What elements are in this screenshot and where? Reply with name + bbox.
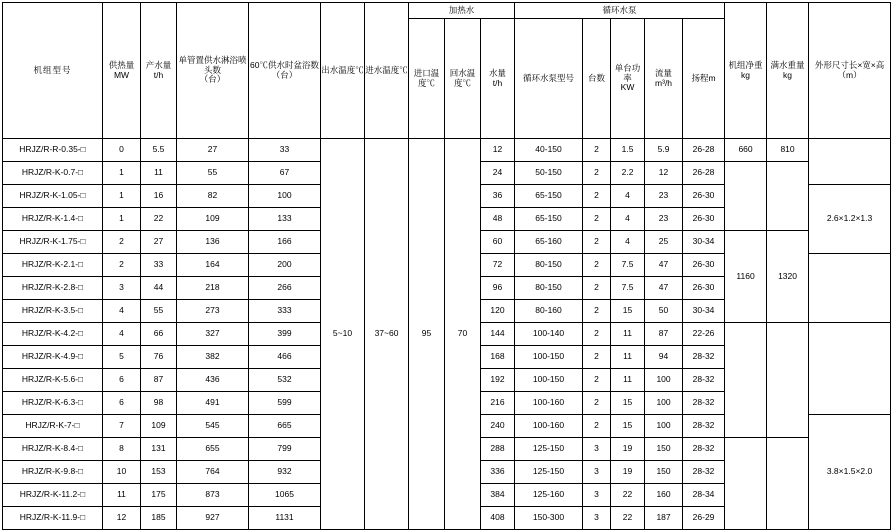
water-output-unit: t/h xyxy=(153,69,164,80)
cell-bath-heads: 545 xyxy=(177,415,249,438)
cell-bath-60c: 33 xyxy=(249,139,321,162)
cell-model: HRJZ/R-K-2.8-□ xyxy=(3,277,103,300)
cell-pump-flow: 100 xyxy=(645,415,683,438)
cell-pump-model: 50-150 xyxy=(515,162,583,185)
cell-heat-supply: 10 xyxy=(103,461,141,484)
cell-water-output: 27 xyxy=(141,231,177,254)
cell-model: HRJZ/R-K-1.05-□ xyxy=(3,185,103,208)
cell-heat-supply: 6 xyxy=(103,392,141,415)
cell-water-output: 55 xyxy=(141,300,177,323)
cell-pump-power: 15 xyxy=(611,392,645,415)
cell-full-weight xyxy=(767,323,809,438)
cell-pump-model: 80-150 xyxy=(515,254,583,277)
cell-heat-supply: 2 xyxy=(103,231,141,254)
cell-model: HRJZ/R-K-1.4-□ xyxy=(3,208,103,231)
cell-water-output: 33 xyxy=(141,254,177,277)
cell-bath-60c: 133 xyxy=(249,208,321,231)
cell-bath-60c: 399 xyxy=(249,323,321,346)
cell-pump-model: 40-150 xyxy=(515,139,583,162)
cell-pump-flow: 25 xyxy=(645,231,683,254)
col-header-hw-return-temp: 回水温度℃ xyxy=(445,19,481,139)
cell-pump-flow: 160 xyxy=(645,484,683,507)
cell-hw-return-temp: 70 xyxy=(445,139,481,530)
group-header-heating-water: 加热水 xyxy=(409,3,515,19)
cell-pump-flow: 87 xyxy=(645,323,683,346)
cell-pump-power: 11 xyxy=(611,369,645,392)
net-weight-text: 机组净重 xyxy=(728,59,763,70)
cell-bath-60c: 166 xyxy=(249,231,321,254)
col-header-heat-supply xyxy=(103,3,141,139)
cell-hw-flow: 60 xyxy=(481,231,515,254)
cell-pump-flow: 5.9 xyxy=(645,139,683,162)
cell-pump-power: 11 xyxy=(611,346,645,369)
pump-flow-unit: m³/h xyxy=(655,77,673,88)
cell-pump-count: 2 xyxy=(583,208,611,231)
cell-model: HRJZ/R-K-3.5-□ xyxy=(3,300,103,323)
cell-model: HRJZ/R-K-11.2-□ xyxy=(3,484,103,507)
cell-model: HRJZ/R-K-1.75-□ xyxy=(3,231,103,254)
cell-hw-flow: 168 xyxy=(481,346,515,369)
cell-pump-model: 125-150 xyxy=(515,438,583,461)
cell-heat-supply: 0 xyxy=(103,139,141,162)
col-header-water-output xyxy=(141,3,177,139)
single-bath-heads-text: 单管置供水淋浴喷头数 xyxy=(178,54,247,75)
cell-bath-heads: 273 xyxy=(177,300,249,323)
cell-heat-supply: 1 xyxy=(103,208,141,231)
bath-60c-unit: （台） xyxy=(271,69,298,80)
cell-pump-model: 80-150 xyxy=(515,277,583,300)
cell-bath-heads: 136 xyxy=(177,231,249,254)
cell-net-weight xyxy=(725,323,767,438)
cell-heat-supply: 2 xyxy=(103,254,141,277)
cell-pump-flow: 100 xyxy=(645,392,683,415)
col-header-single-bath-heads xyxy=(177,3,249,139)
cell-pump-flow: 50 xyxy=(645,300,683,323)
cell-pump-power: 7.5 xyxy=(611,254,645,277)
water-output-label xyxy=(146,61,172,81)
cell-pump-power: 15 xyxy=(611,300,645,323)
cell-pump-count: 2 xyxy=(583,139,611,162)
cell-dimensions xyxy=(809,323,891,415)
cell-pump-head: 26-30 xyxy=(683,277,725,300)
cell-hw-flow: 36 xyxy=(481,185,515,208)
pump-flow-text: 流量 xyxy=(655,67,673,78)
single-bath-heads-unit: （台） xyxy=(199,74,226,85)
cell-pump-head: 28-32 xyxy=(683,346,725,369)
col-header-net-weight xyxy=(725,3,767,139)
cell-water-output: 22 xyxy=(141,208,177,231)
cell-hw-flow: 72 xyxy=(481,254,515,277)
cell-water-output: 5.5 xyxy=(141,139,177,162)
cell-pump-count: 2 xyxy=(583,277,611,300)
cell-water-output: 98 xyxy=(141,392,177,415)
cell-hw-flow: 216 xyxy=(481,392,515,415)
cell-outlet-temp: 5~10 xyxy=(321,139,365,530)
col-header-dimensions: 外形尺寸长×宽×高（m） xyxy=(809,3,891,139)
table-row xyxy=(3,139,891,162)
col-header-hw-inlet-temp: 进口温度℃ xyxy=(409,19,445,139)
cell-pump-head: 30-34 xyxy=(683,300,725,323)
cell-pump-power: 11 xyxy=(611,323,645,346)
cell-pump-count: 2 xyxy=(583,254,611,277)
cell-dimensions: 3.8×1.5×2.0 xyxy=(809,415,891,530)
cell-pump-head: 28-32 xyxy=(683,438,725,461)
cell-pump-head: 26-30 xyxy=(683,208,725,231)
spec-sheet xyxy=(0,2,885,523)
cell-pump-flow: 94 xyxy=(645,346,683,369)
cell-dimensions xyxy=(809,254,891,323)
cell-water-output: 87 xyxy=(141,369,177,392)
cell-bath-heads: 873 xyxy=(177,484,249,507)
cell-bath-60c: 932 xyxy=(249,461,321,484)
cell-bath-60c: 1065 xyxy=(249,484,321,507)
bath-60c-text: 60℃供水时盆浴数 xyxy=(250,59,319,70)
cell-pump-head: 28-32 xyxy=(683,369,725,392)
cell-pump-power: 15 xyxy=(611,415,645,438)
col-header-pump-power xyxy=(611,19,645,139)
cell-model: HRJZ/R-K-11.9-□ xyxy=(3,507,103,530)
cell-hw-flow: 408 xyxy=(481,507,515,530)
cell-heat-supply: 1 xyxy=(103,185,141,208)
cell-heat-supply: 4 xyxy=(103,323,141,346)
cell-pump-model: 65-150 xyxy=(515,185,583,208)
cell-hw-flow: 120 xyxy=(481,300,515,323)
cell-hw-flow: 240 xyxy=(481,415,515,438)
cell-bath-60c: 665 xyxy=(249,415,321,438)
cell-net-weight: 660 xyxy=(725,139,767,162)
cell-pump-head: 28-34 xyxy=(683,484,725,507)
cell-pump-count: 2 xyxy=(583,185,611,208)
cell-bath-heads: 655 xyxy=(177,438,249,461)
cell-heat-supply: 7 xyxy=(103,415,141,438)
cell-water-output: 76 xyxy=(141,346,177,369)
cell-water-output: 11 xyxy=(141,162,177,185)
cell-bath-60c: 532 xyxy=(249,369,321,392)
cell-pump-model: 150-300 xyxy=(515,507,583,530)
col-header-bath-60c xyxy=(249,3,321,139)
cell-pump-count: 3 xyxy=(583,507,611,530)
cell-bath-60c: 466 xyxy=(249,346,321,369)
table-body xyxy=(3,139,891,530)
cell-water-output: 16 xyxy=(141,185,177,208)
cell-model: HRJZ/R-R-0.35-□ xyxy=(3,139,103,162)
cell-pump-count: 2 xyxy=(583,415,611,438)
cell-full-weight xyxy=(767,438,809,530)
col-header-model: 机组型号 xyxy=(3,3,103,139)
cell-pump-head: 26-30 xyxy=(683,185,725,208)
cell-water-output: 109 xyxy=(141,415,177,438)
cell-net-weight xyxy=(725,438,767,530)
cell-pump-model: 125-150 xyxy=(515,461,583,484)
cell-pump-count: 2 xyxy=(583,162,611,185)
cell-hw-flow: 48 xyxy=(481,208,515,231)
col-header-full-weight xyxy=(767,3,809,139)
heat-supply-unit: MW xyxy=(113,69,130,80)
cell-hw-flow: 144 xyxy=(481,323,515,346)
cell-pump-head: 28-32 xyxy=(683,415,725,438)
cell-hw-flow: 192 xyxy=(481,369,515,392)
cell-pump-head: 26-28 xyxy=(683,162,725,185)
hw-flow-text: 水量 xyxy=(489,67,507,78)
cell-model: HRJZ/R-K-7-□ xyxy=(3,415,103,438)
cell-pump-head: 28-32 xyxy=(683,461,725,484)
cell-full-weight xyxy=(767,162,809,231)
cell-pump-flow: 100 xyxy=(645,369,683,392)
heat-supply-label xyxy=(109,61,135,81)
cell-bath-heads: 109 xyxy=(177,208,249,231)
cell-pump-power: 7.5 xyxy=(611,277,645,300)
col-header-pump-model: 循环水泵型号 xyxy=(515,19,583,139)
heat-supply-text: 供热量 xyxy=(108,59,135,70)
cell-pump-power: 4 xyxy=(611,185,645,208)
cell-model: HRJZ/R-K-4.9-□ xyxy=(3,346,103,369)
hw-flow-unit: t/h xyxy=(492,77,503,88)
cell-pump-model: 100-150 xyxy=(515,369,583,392)
cell-hw-flow: 288 xyxy=(481,438,515,461)
cell-net-weight: 1160 xyxy=(725,231,767,323)
cell-bath-heads: 327 xyxy=(177,323,249,346)
cell-pump-flow: 23 xyxy=(645,185,683,208)
cell-pump-flow: 12 xyxy=(645,162,683,185)
cell-pump-count: 3 xyxy=(583,461,611,484)
specification-table xyxy=(2,2,891,530)
cell-pump-power: 19 xyxy=(611,461,645,484)
cell-hw-inlet-temp: 95 xyxy=(409,139,445,530)
cell-model: HRJZ/R-K-8.4-□ xyxy=(3,438,103,461)
cell-pump-model: 100-150 xyxy=(515,346,583,369)
cell-bath-60c: 100 xyxy=(249,185,321,208)
cell-full-weight: 810 xyxy=(767,139,809,162)
cell-pump-head: 30-34 xyxy=(683,231,725,254)
cell-pump-power: 19 xyxy=(611,438,645,461)
cell-pump-model: 65-160 xyxy=(515,231,583,254)
cell-pump-count: 2 xyxy=(583,346,611,369)
cell-hw-flow: 384 xyxy=(481,484,515,507)
cell-hw-flow: 96 xyxy=(481,277,515,300)
cell-bath-heads: 82 xyxy=(177,185,249,208)
cell-bath-heads: 436 xyxy=(177,369,249,392)
cell-heat-supply: 4 xyxy=(103,300,141,323)
cell-bath-heads: 55 xyxy=(177,162,249,185)
water-output-text: 产水量 xyxy=(145,59,172,70)
cell-bath-heads: 164 xyxy=(177,254,249,277)
cell-pump-flow: 47 xyxy=(645,277,683,300)
cell-heat-supply: 5 xyxy=(103,346,141,369)
cell-bath-60c: 799 xyxy=(249,438,321,461)
cell-pump-head: 26-29 xyxy=(683,507,725,530)
cell-pump-model: 100-160 xyxy=(515,392,583,415)
cell-pump-model: 125-160 xyxy=(515,484,583,507)
cell-bath-heads: 927 xyxy=(177,507,249,530)
cell-model: HRJZ/R-K-4.2-□ xyxy=(3,323,103,346)
cell-pump-count: 3 xyxy=(583,484,611,507)
cell-pump-count: 2 xyxy=(583,323,611,346)
col-header-pump-head: 扬程m xyxy=(683,19,725,139)
cell-pump-head: 26-30 xyxy=(683,254,725,277)
cell-pump-head: 22-26 xyxy=(683,323,725,346)
cell-dimensions xyxy=(809,139,891,185)
group-header-circulating-pump: 循环水泵 xyxy=(515,3,725,19)
col-header-pump-count: 台数 xyxy=(583,19,611,139)
cell-pump-model: 80-160 xyxy=(515,300,583,323)
cell-pump-flow: 150 xyxy=(645,461,683,484)
net-weight-unit: kg xyxy=(741,69,751,80)
cell-water-output: 66 xyxy=(141,323,177,346)
cell-pump-flow: 187 xyxy=(645,507,683,530)
cell-pump-flow: 47 xyxy=(645,254,683,277)
cell-pump-model: 100-140 xyxy=(515,323,583,346)
cell-pump-power: 4 xyxy=(611,231,645,254)
col-header-inlet-temp: 进水温度℃ xyxy=(365,3,409,139)
cell-hw-flow: 336 xyxy=(481,461,515,484)
col-header-hw-flow xyxy=(481,19,515,139)
cell-model: HRJZ/R-K-0.7-□ xyxy=(3,162,103,185)
cell-bath-heads: 218 xyxy=(177,277,249,300)
cell-model: HRJZ/R-K-6.3-□ xyxy=(3,392,103,415)
cell-water-output: 44 xyxy=(141,277,177,300)
cell-inlet-temp: 37~60 xyxy=(365,139,409,530)
full-weight-unit: kg xyxy=(783,69,793,80)
cell-bath-heads: 27 xyxy=(177,139,249,162)
cell-bath-60c: 200 xyxy=(249,254,321,277)
cell-heat-supply: 6 xyxy=(103,369,141,392)
cell-pump-count: 3 xyxy=(583,438,611,461)
cell-bath-60c: 67 xyxy=(249,162,321,185)
header-group-row xyxy=(3,3,891,19)
cell-pump-model: 100-160 xyxy=(515,415,583,438)
cell-heat-supply: 11 xyxy=(103,484,141,507)
cell-model: HRJZ/R-K-2.1-□ xyxy=(3,254,103,277)
full-weight-text: 满水重量 xyxy=(770,59,805,70)
pump-power-unit: KW xyxy=(620,82,635,93)
cell-pump-power: 4 xyxy=(611,208,645,231)
cell-net-weight xyxy=(725,162,767,231)
cell-bath-60c: 266 xyxy=(249,277,321,300)
cell-bath-60c: 1131 xyxy=(249,507,321,530)
cell-pump-model: 65-150 xyxy=(515,208,583,231)
cell-bath-heads: 382 xyxy=(177,346,249,369)
cell-hw-flow: 12 xyxy=(481,139,515,162)
cell-heat-supply: 3 xyxy=(103,277,141,300)
cell-heat-supply: 1 xyxy=(103,162,141,185)
pump-power-text: 单台功率 xyxy=(614,62,641,83)
cell-dimensions: 2.6×1.2×1.3 xyxy=(809,185,891,254)
cell-pump-flow: 150 xyxy=(645,438,683,461)
cell-bath-heads: 764 xyxy=(177,461,249,484)
cell-bath-heads: 491 xyxy=(177,392,249,415)
cell-full-weight: 1320 xyxy=(767,231,809,323)
cell-pump-head: 26-28 xyxy=(683,139,725,162)
cell-pump-head: 28-32 xyxy=(683,392,725,415)
cell-water-output: 185 xyxy=(141,507,177,530)
cell-pump-count: 2 xyxy=(583,392,611,415)
cell-hw-flow: 24 xyxy=(481,162,515,185)
cell-bath-60c: 333 xyxy=(249,300,321,323)
cell-pump-power: 2.2 xyxy=(611,162,645,185)
cell-water-output: 153 xyxy=(141,461,177,484)
cell-pump-power: 22 xyxy=(611,484,645,507)
cell-water-output: 131 xyxy=(141,438,177,461)
cell-pump-count: 2 xyxy=(583,300,611,323)
col-header-outlet-temp: 出水温度℃ xyxy=(321,3,365,139)
cell-pump-count: 2 xyxy=(583,369,611,392)
cell-model: HRJZ/R-K-9.8-□ xyxy=(3,461,103,484)
cell-pump-power: 1.5 xyxy=(611,139,645,162)
cell-heat-supply: 12 xyxy=(103,507,141,530)
cell-model: HRJZ/R-K-5.6-□ xyxy=(3,369,103,392)
cell-heat-supply: 8 xyxy=(103,438,141,461)
cell-water-output: 175 xyxy=(141,484,177,507)
cell-pump-flow: 23 xyxy=(645,208,683,231)
cell-bath-60c: 599 xyxy=(249,392,321,415)
cell-pump-count: 2 xyxy=(583,231,611,254)
cell-pump-power: 22 xyxy=(611,507,645,530)
col-header-pump-flow xyxy=(645,19,683,139)
